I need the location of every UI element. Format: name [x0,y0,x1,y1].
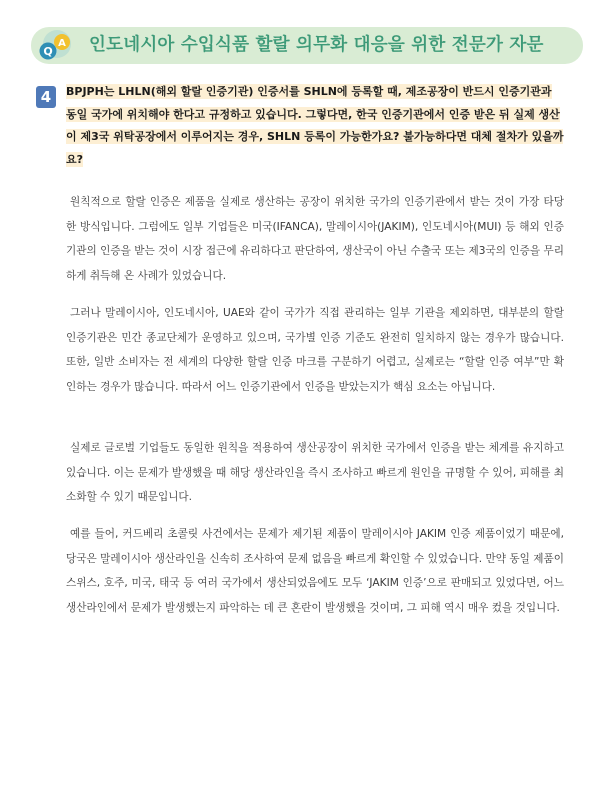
question-text [66,81,564,171]
qa-icon-letter-q: Q [43,45,53,58]
qa-icon [38,29,72,63]
header-banner [31,27,583,64]
question-number-badge: 4 [36,86,56,108]
answer-paragraph-2: 그러나 말레이시아, 인도네시아, UAE와 같이 국가가 직접 관리하는 일부 기관을 제외하면, 대부분의 할랄 인증기관은 민간 종교단체가 운영하고 있으며, 국가별 인증 기준도 완전히 일치하지 않는 경우가 많습니다. 또한, 일반 소비자는 전 세계의 다양한 할랄 인증 마크를 구분하기 어렵고, 실제로는 “할랄 인증 여부”만 확인하는 경우가 많습니다. 따라서 어느 인증기관에서 인증을 받았는지가 핵심 요소는 아닙니다. [66,307,564,394]
answer-paragraph-3: 실제로 글로벌 기업들도 동일한 원칙을 적용하여 생산공장이 위치한 국가에서 인증을 받는 체계를 유지하고 있습니다. 이는 문제가 발생했을 때 해당 생산라인을 즉시 조사하고 빠르게 원인을 규명할 수 있어, 피해를 최소화할 수 있기 때문입니다. [66,442,564,504]
answer-paragraph-4: 예를 들어, 커드베리 초콜릿 사건에서는 문제가 제기된 제품이 말레이시아 JAKIM 인증 제품이었기 때문에, 당국은 말레이시아 생산라인을 신속히 조사하여 문제 없음을 빠르게 확인할 수 있었습니다. 만약 동일 제품이 스위스, 호주, 미국, 태국 등 여러 국가에서 생산되었음에도 모두 ‘JAKIM 인증’으로 판매되고 있었다면, 어느 생산라인에서 문제가 발생했는지 파악하는 데 큰 혼란이 발생했을 것이며, 그 피해 역시 매우 컸을 것입니다. [66,528,564,615]
page-title: 인도네시아 수입식품 할랄 의무화 대응을 위한 전문가 자문 [89,35,544,55]
qa-icon-letter-a: A [58,38,66,49]
question-highlight: BPJPH는 LHLN(해외 할랄 인증기관) 인증서를 SHLN에 등록할 때, 제조공장이 반드시 인증기관과 동일 국가에 위치해야 한다고 규정하고 있습니다. 그렇다면, 한국 인증기관에서 인증 받은 뒤 실제 생산이 제3국 위탁공장에서 이루어지는 경우, SHLN 등록이 가능한가요? 불가능하다면 대체 절차가 있을까요? [66,85,564,166]
answer-paragraph-1: 원칙적으로 할랄 인증은 제품을 실제로 생산하는 공장이 위치한 국가의 인증기관에서 받는 것이 가장 타당한 방식입니다. 그럼에도 일부 기업들은 미국(IFANCA), 말레이시아(JAKIM), 인도네시아(MUI) 등 해외 인증기관의 인증을 받는 것이 시장 접근에 유리하다고 판단하여, 생산국이 아닌 수출국 또는 제3국의 인증을 무리하게 취득해 온 사례가 있었습니다. [66,196,564,283]
